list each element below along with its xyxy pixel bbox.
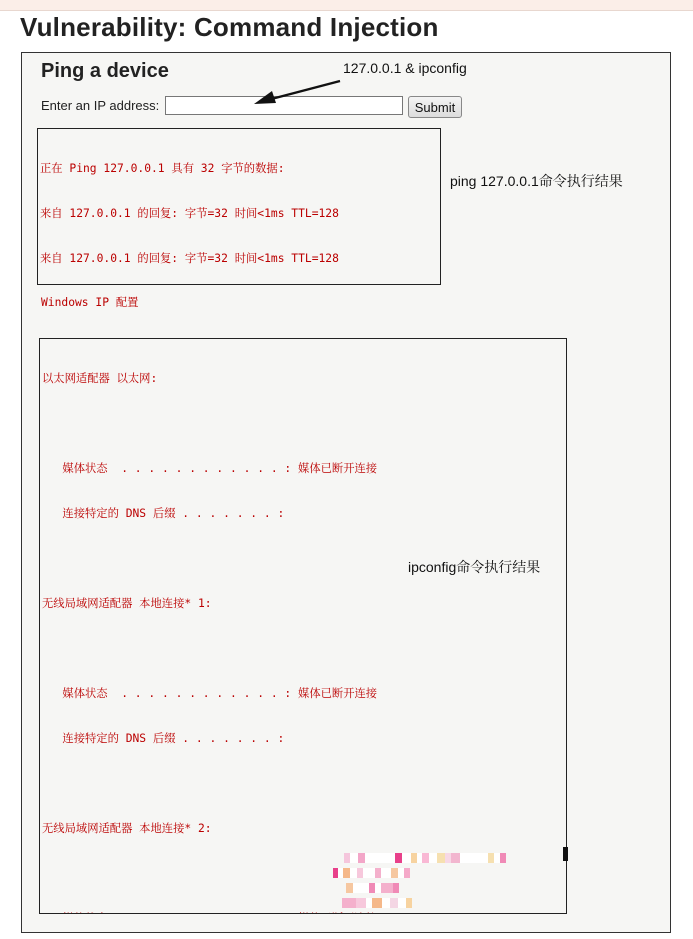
- ping-output-line: 来自 127.0.0.1 的回复: 字节=32 时间<1ms TTL=128: [40, 207, 339, 220]
- redacted-ipv6-value: [344, 853, 506, 863]
- ipconfig-line: [42, 641, 566, 656]
- ipconfig-result-annotation: ipconfig命令执行结果: [408, 559, 541, 575]
- windows-ip-header: Windows IP 配置: [41, 296, 139, 309]
- redacted-ipv4-value: [333, 868, 410, 878]
- ping-output-box: [37, 128, 441, 285]
- ipconfig-line: 媒体状态 . . . . . . . . . . . . : 媒体已断开连接: [42, 462, 378, 475]
- section-title: Ping a device: [41, 60, 169, 82]
- input-hint-annotation: 127.0.0.1 & ipconfig: [343, 60, 467, 76]
- top-accent-bar: [0, 0, 693, 11]
- ip-address-label: Enter an IP address:: [41, 98, 160, 113]
- ipconfig-line: [42, 776, 566, 791]
- ipconfig-line: 无线局域网适配器 本地连接* 1:: [42, 597, 212, 610]
- ping-output-line: 来自 127.0.0.1 的回复: 字节=32 时间<1ms TTL=128: [40, 252, 339, 265]
- ipconfig-line: [42, 416, 566, 431]
- redacted-gateway-value: [342, 898, 412, 908]
- ipconfig-line: 连接特定的 DNS 后缀 . . . . . . . :: [42, 507, 285, 520]
- page-title: Vulnerability: Command Injection: [20, 12, 439, 42]
- ipconfig-line: 媒体状态 . . . . . . . . . . . . : 媒体已断开连接: [42, 687, 378, 700]
- ipconfig-line: [42, 866, 566, 881]
- ipconfig-line: 以太网适配器 以太网:: [42, 372, 158, 385]
- ipconfig-line: 无线局域网适配器 本地连接* 2:: [42, 822, 212, 835]
- ipconfig-line: 连接特定的 DNS 后缀 . . . . . . . :: [42, 732, 285, 745]
- ping-result-annotation: ping 127.0.0.1命令执行结果: [450, 173, 623, 189]
- ipconfig-output-box: [39, 338, 567, 914]
- redacted-subnet-value: [346, 883, 399, 893]
- submit-button[interactable]: Submit: [408, 96, 462, 118]
- scrollbar-marker: [563, 847, 568, 861]
- content-panel: [21, 52, 671, 933]
- ping-output-line: 正在 Ping 127.0.0.1 具有 32 字节的数据:: [40, 162, 285, 175]
- ipconfig-line: [42, 911, 566, 914]
